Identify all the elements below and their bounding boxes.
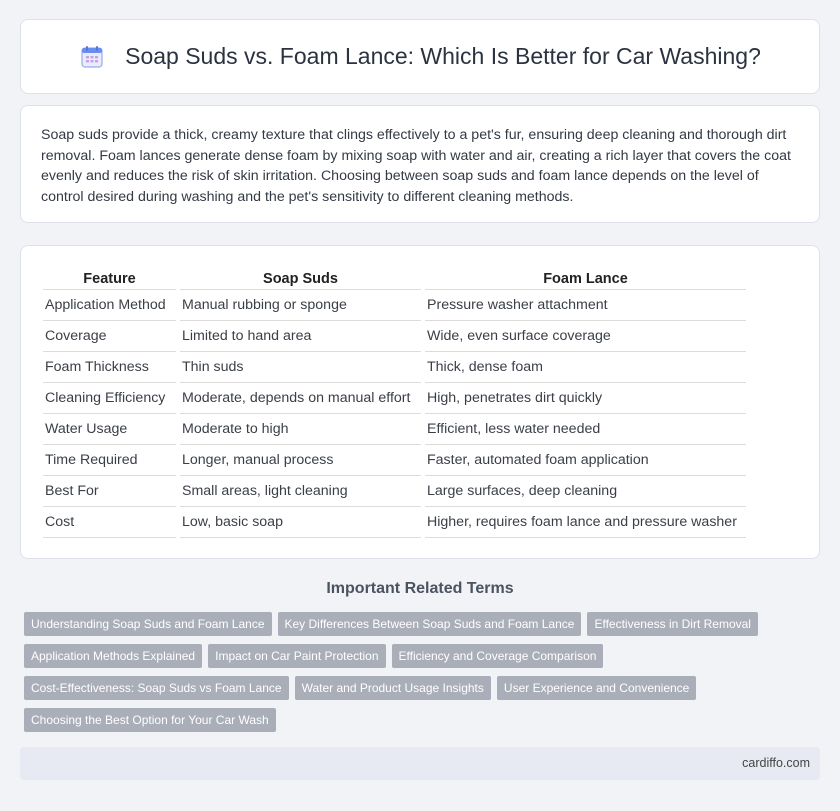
table-cell: Thin suds <box>180 352 421 383</box>
column-header-feature: Feature <box>43 266 176 290</box>
table-cell: Efficient, less water needed <box>425 414 746 445</box>
related-terms-heading: Important Related Terms <box>326 580 514 597</box>
table-cell: Manual rubbing or sponge <box>180 290 421 321</box>
related-term-tag[interactable]: Water and Product Usage Insights <box>295 676 491 700</box>
column-header-soap-suds: Soap Suds <box>180 266 421 290</box>
table-header-row <box>43 266 746 290</box>
table-cell: Small areas, light cleaning <box>180 476 421 507</box>
table-cell: Low, basic soap <box>180 507 421 538</box>
table-row <box>43 290 746 321</box>
related-term-tag[interactable]: Effectiveness in Dirt Removal <box>587 612 758 636</box>
intro-paragraph: Soap suds provide a thick, creamy texture that clings effectively to a pet's fur, ensuring deep cleaning and thorough dirt removal. Foam lances generate dense foam by mixing soap with water and air, creating a rich layer that covers the coat evenly and reduces the risk of skin irritation. Choosing between soap suds and foam lance depends on the level of control desired during washing and the pet's sensitivity to different cleaning methods. <box>41 127 791 205</box>
table-cell: Wide, even surface coverage <box>425 321 746 352</box>
table-cell: Faster, automated foam application <box>425 445 746 476</box>
column-header-foam-lance: Foam Lance <box>425 266 746 290</box>
related-term-tag[interactable]: Choosing the Best Option for Your Car Wash <box>24 708 276 732</box>
table-cell: Thick, dense foam <box>425 352 746 383</box>
table-cell: Time Required <box>43 445 176 476</box>
table-row <box>43 507 746 538</box>
site-name[interactable]: cardiffo.com <box>742 756 810 770</box>
table-cell: Foam Thickness <box>43 352 176 383</box>
table-row <box>43 352 746 383</box>
related-term-tag[interactable]: Cost-Effectiveness: Soap Suds vs Foam Lance <box>24 676 289 700</box>
related-terms-list <box>24 612 804 732</box>
calendar-icon <box>79 44 105 70</box>
table-cell: Coverage <box>43 321 176 352</box>
table-row <box>43 476 746 507</box>
page-title: Soap Suds vs. Foam Lance: Which Is Better for Car Washing? <box>125 43 761 69</box>
table-row <box>43 414 746 445</box>
related-term-tag[interactable]: User Experience and Convenience <box>497 676 696 700</box>
related-term-tag[interactable]: Key Differences Between Soap Suds and Foam Lance <box>278 612 582 636</box>
related-term-tag[interactable]: Impact on Car Paint Protection <box>208 644 385 668</box>
table-cell: Pressure washer attachment <box>425 290 746 321</box>
table-cell: Water Usage <box>43 414 176 445</box>
table-cell: Best For <box>43 476 176 507</box>
intro-card <box>20 105 820 223</box>
comparison-table-card <box>20 245 820 559</box>
table-cell: High, penetrates dirt quickly <box>425 383 746 414</box>
table-cell: Cleaning Efficiency <box>43 383 176 414</box>
table-row <box>43 445 746 476</box>
table-cell: Large surfaces, deep cleaning <box>425 476 746 507</box>
title-card <box>20 19 820 94</box>
related-term-tag[interactable]: Efficiency and Coverage Comparison <box>392 644 604 668</box>
table-cell: Higher, requires foam lance and pressure washer <box>425 507 746 538</box>
table-row <box>43 321 746 352</box>
table-cell: Moderate to high <box>180 414 421 445</box>
table-cell: Limited to hand area <box>180 321 421 352</box>
footer <box>20 747 820 780</box>
related-term-tag[interactable]: Application Methods Explained <box>24 644 202 668</box>
table-cell: Cost <box>43 507 176 538</box>
comparison-table <box>39 266 750 538</box>
title-wrap <box>79 43 761 70</box>
table-cell: Moderate, depends on manual effort <box>180 383 421 414</box>
table-cell: Application Method <box>43 290 176 321</box>
table-cell: Longer, manual process <box>180 445 421 476</box>
related-term-tag[interactable]: Understanding Soap Suds and Foam Lance <box>24 612 272 636</box>
table-row <box>43 383 746 414</box>
